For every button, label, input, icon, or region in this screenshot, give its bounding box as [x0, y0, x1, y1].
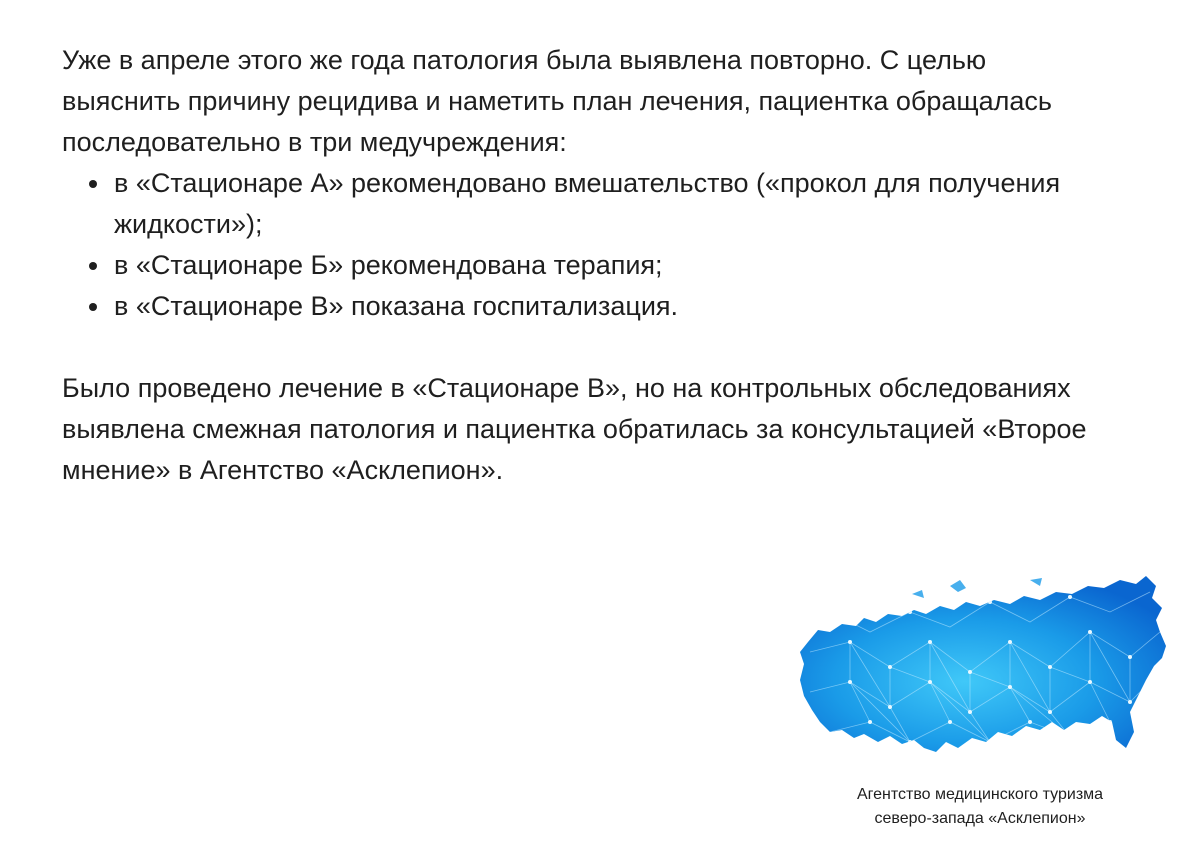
paragraph-spacer [62, 327, 1092, 368]
caption-line-1: Агентство медицинского туризма [856, 786, 1104, 803]
russia-map-logo [790, 572, 1170, 782]
outro-paragraph: Было проведено лечение в «Стационаре В», но на контрольных обследованиях выявлена смежная патология и пациентка обратилась за консультацией «Второе мнение» в Агентство «Асклепион». [62, 373, 1087, 485]
map-icon [790, 572, 1170, 782]
bullet-icon [89, 262, 97, 270]
intro-paragraph: Уже в апреле этого же года патология была выявлена повторно. С целью выяснить причину рецидива и наметить план лечения, пациентка обращалась последовательно в три медучреждения: [62, 45, 1052, 157]
bullet-icon [89, 303, 97, 311]
caption-line-2: северо-запада «Асклепион» [874, 810, 1086, 827]
list-item [62, 245, 1092, 286]
document-body [62, 40, 1092, 491]
bullet-icon [89, 180, 97, 188]
list-item [62, 163, 1092, 245]
clinic-list [62, 163, 1092, 327]
list-item-text: в «Стационаре В» показана госпитализация. [114, 291, 679, 321]
list-item-text: в «Стационаре А» рекомендовано вмешательство («прокол для получения жидкости»); [114, 168, 1061, 239]
list-item [62, 286, 1092, 327]
list-item-text: в «Стационаре Б» рекомендована терапия; [114, 250, 663, 280]
logo-caption [800, 783, 1160, 831]
